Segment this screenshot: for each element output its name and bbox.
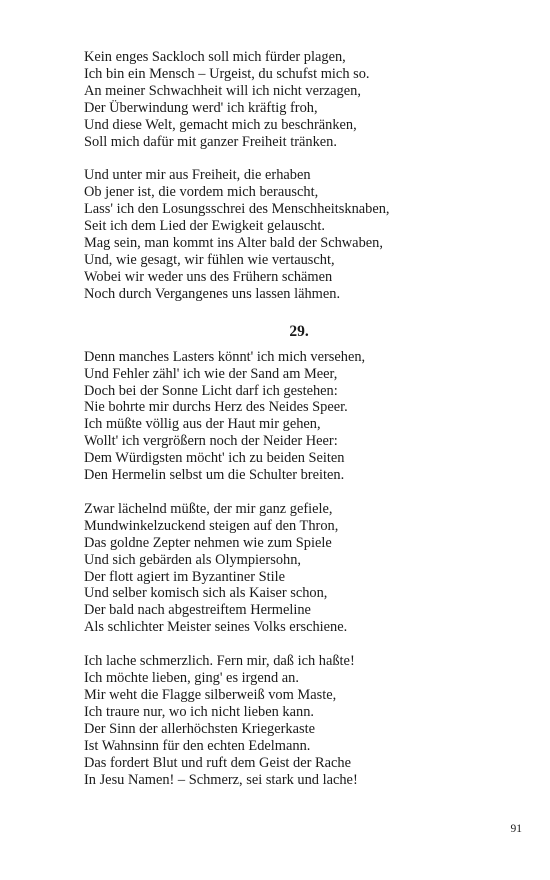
poem-line: Nie bohrte mir durchs Herz des Neides Speer. <box>84 399 348 416</box>
poem-line: Noch durch Vergangenes uns lassen lähmen. <box>84 285 341 302</box>
poem-line: Und diese Welt, gemacht mich zu beschränken, <box>84 116 357 133</box>
poem-line: Als schlichter Meister seines Volks erschiene. <box>84 619 348 636</box>
poem-line: Der flott agiert im Byzantiner Stile <box>84 568 286 585</box>
poem-line: Ich traure nur, wo ich nicht lieben kann. <box>84 703 314 720</box>
poem-line: Kein enges Sackloch soll mich fürder plagen, <box>84 49 346 65</box>
poem-line: Wollt' ich vergrößern noch der Neider Heer: <box>84 433 338 450</box>
poem-line: Ich müßte völlig aus der Haut mir gehen, <box>84 416 321 433</box>
stanza-5 <box>84 653 484 788</box>
poem-line: An meiner Schwachheit will ich nicht verzagen, <box>84 82 361 99</box>
poem-line: In Jesu Namen! – Schmerz, sei stark und lache! <box>84 771 358 788</box>
section-gap-bottom <box>84 341 484 349</box>
poem-line: Der Überwindung werd' ich kräftig froh, <box>84 99 318 116</box>
stanza-1 <box>84 49 484 150</box>
poem-line: Mir weht die Flagge silberweiß vom Maste, <box>84 687 337 703</box>
stanza-gap <box>84 150 484 167</box>
poem-line: Und unter mir aus Freiheit, die erhaben <box>84 167 311 184</box>
poem-line: Das goldne Zepter nehmen wie zum Spiele <box>84 534 332 551</box>
poem-line: Denn manches Lasters könnt' ich mich versehen, <box>84 348 366 365</box>
poem-line: Wobei wir weder uns des Frühern schämen <box>84 268 333 285</box>
poem-line: Mundwinkelzuckend steigen auf den Thron, <box>84 517 339 534</box>
poem-line: Und sich gebärden als Olympiersohn, <box>84 551 302 568</box>
stanza-4 <box>84 501 484 636</box>
poem-line: Ich lache schmerzlich. Fern mir, daß ich haßte! <box>84 653 355 670</box>
poem-line: Der Sinn der allerhöchsten Kriegerkaste <box>84 720 315 737</box>
poem-line: Ist Wahnsinn für den echten Edelmann. <box>84 737 311 754</box>
poem-line: Den Hermelin selbst um die Schulter breiten. <box>84 467 345 484</box>
stanza-gap <box>84 484 484 501</box>
poem-line: Seit ich dem Lied der Ewigkeit gelauscht. <box>84 218 325 235</box>
stanza-2 <box>84 167 484 302</box>
poem-line: Zwar lächelnd müßte, der mir ganz gefiele, <box>84 500 333 517</box>
poem-line: Mag sein, man kommt ins Alter bald der Schwaben, <box>84 235 383 252</box>
poem-line: Lass' ich den Losungsschrei des Menschheitsknaben, <box>84 201 390 218</box>
section-gap-top <box>84 303 484 323</box>
poem-line: Ich bin ein Mensch – Urgeist, du schufst mich so. <box>84 65 370 82</box>
poem-page <box>84 49 484 788</box>
poem-line: Dem Würdigsten möcht' ich zu beiden Seiten <box>84 450 345 467</box>
poem-line: Ich möchte lieben, ging' es irgend an. <box>84 670 299 687</box>
poem-line: Doch bei der Sonne Licht darf ich gestehen: <box>84 382 338 399</box>
page-number: 91 <box>510 823 522 835</box>
poem-line: Und selber komisch sich als Kaiser schon, <box>84 585 328 602</box>
poem-line: Das fordert Blut und ruft dem Geist der Rache <box>84 754 351 771</box>
poem-line: Ob jener ist, die vordem mich berauscht, <box>84 184 319 201</box>
poem-line: Und Fehler zähl' ich wie der Sand am Meer, <box>84 365 338 382</box>
stanza-3 <box>84 349 484 484</box>
section-number: 29. <box>289 322 309 340</box>
poem-line: Der bald nach abgestreiftem Hermeline <box>84 602 311 619</box>
poem-line: Und, wie gesagt, wir fühlen wie vertauscht, <box>84 251 335 268</box>
stanza-gap <box>84 636 484 653</box>
poem-line: Soll mich dafür mit ganzer Freiheit tränken. <box>84 133 337 150</box>
